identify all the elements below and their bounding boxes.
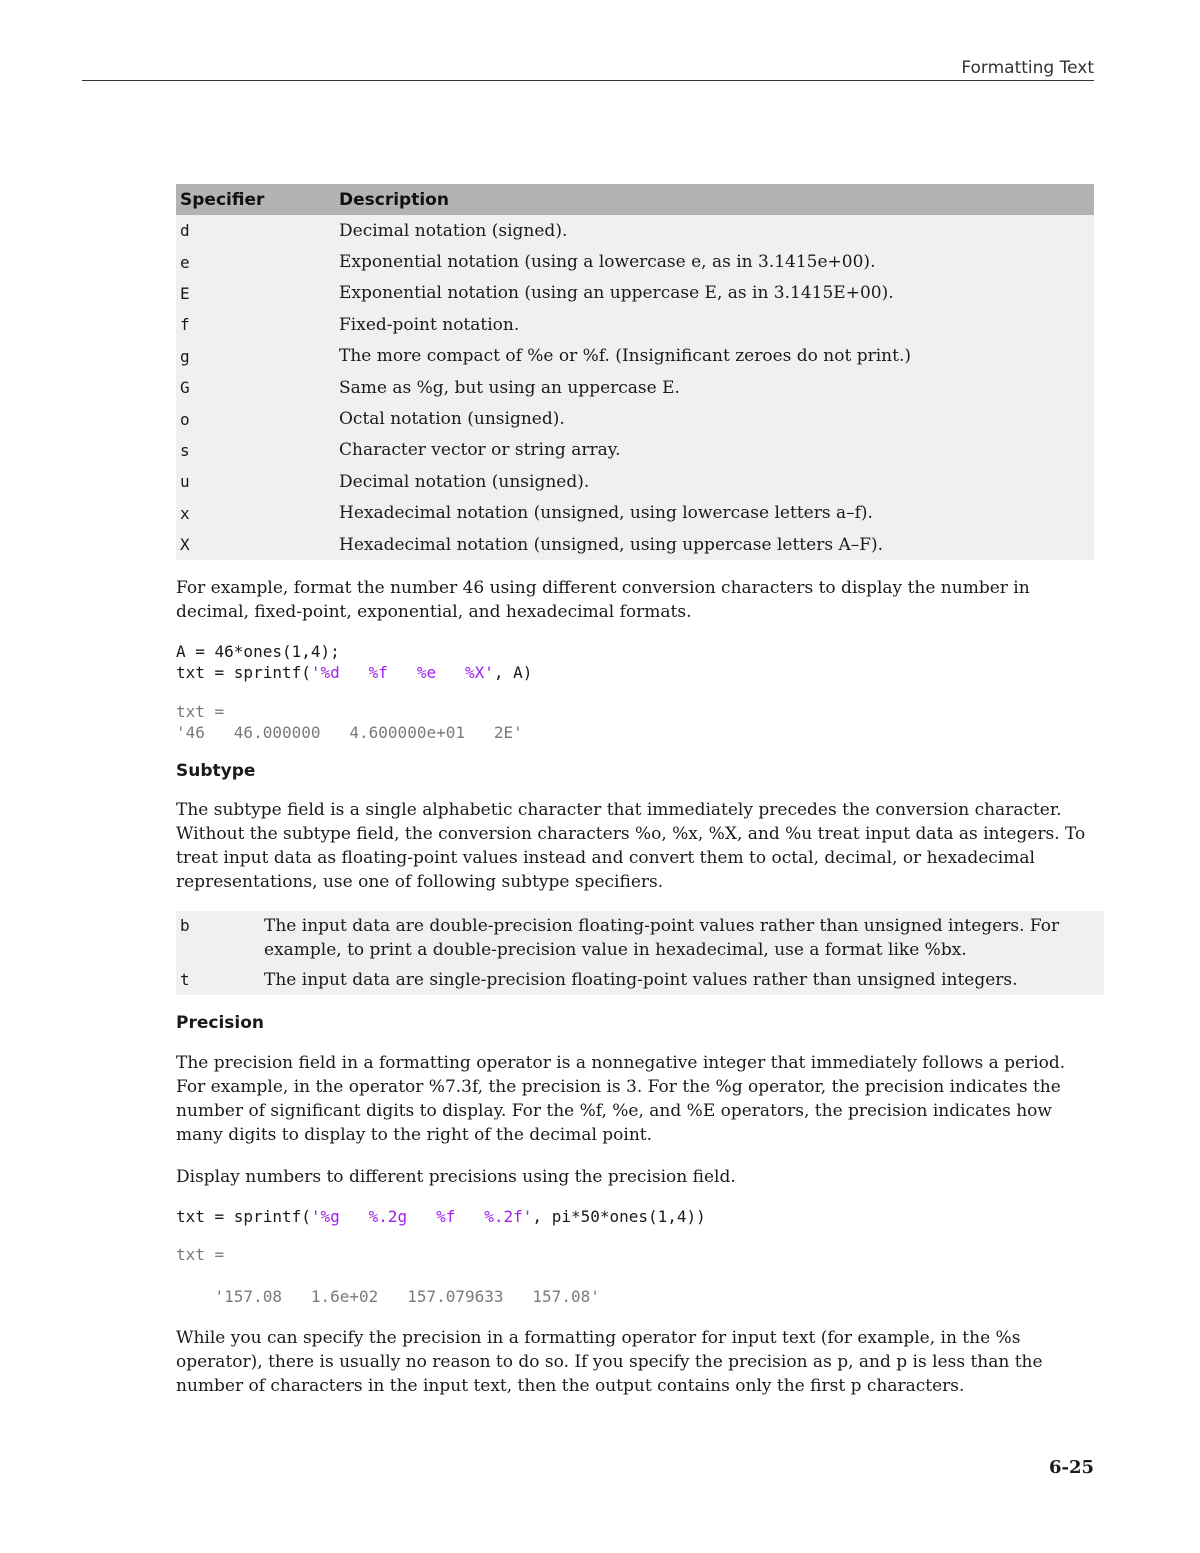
table-row [176,215,1094,246]
precision-paragraph-2: Display numbers to different precisions using the precision field. [176,1167,736,1188]
precision-paragraph-3: While you can specify the precision in a formatting operator for input text (for example, in the %s operator), there is usually no reason to do so. If you specify the precision as p, and p is less than the number of characters in the input text, then the output contains only the first p characters. [176,1328,1043,1397]
code-string-literal: '%g %.2g %f %.2f' [310,1207,533,1227]
code-output-2 [176,1244,1096,1307]
specifier-table [176,184,1094,560]
code-line: A = 46*ones(1,4); [176,642,340,662]
code-example-1 [176,641,1096,683]
table-row [176,911,1104,965]
specifier-cell: E [180,283,190,303]
subtype-description-cell: The input data are double-precision floating-point values rather than unsigned integers. For example, to print a double-precision value in hexadecimal, use a format like %bx. [264,916,1060,961]
specifier-cell: u [180,472,190,492]
code-output-1 [176,701,1096,743]
specifier-cell: x [180,503,190,523]
table-row [176,466,1094,497]
description-cell: Character vector or string array. [339,440,621,461]
subtype-description-cell: The input data are single-precision floating-point values rather than unsigned integers. [264,970,1018,991]
code-line-prefix: txt = sprintf( [176,1207,311,1227]
output-label: txt = [176,702,225,722]
specifier-column-header: Specifier [176,184,335,215]
output-value: '46 46.000000 4.600000e+01 2E' [176,723,523,743]
table-row [176,403,1094,434]
description-cell: Fixed-point notation. [339,314,520,335]
table-row [176,965,1104,995]
code-line-suffix: , A) [493,663,533,683]
specifier-cell: d [180,221,190,241]
specifier-cell: o [180,409,190,429]
description-column-header: Description [335,184,1094,215]
subtype-specifier-cell: t [180,970,190,990]
table-row [176,498,1094,529]
page-content [176,184,1096,1398]
description-cell: Octal notation (unsigned). [339,409,565,430]
specifier-cell: s [180,440,190,460]
output-label: txt = [176,1245,225,1265]
table-row [176,529,1094,560]
output-value: '157.08 1.6e+02 157.079633 157.08' [176,1287,600,1307]
subtype-specifier-cell: b [180,916,190,936]
table-row [176,435,1094,466]
specifier-cell: X [180,535,190,555]
table-row [176,341,1094,372]
subtype-table [176,911,1104,995]
specifier-cell: f [180,315,190,335]
running-header-title: Formatting Text [961,58,1094,78]
table-row [176,372,1094,403]
description-cell: Exponential notation (using an uppercase E, as in 3.1415E+00). [339,283,894,304]
code-string-literal: '%d %f %e %X' [310,663,494,683]
table-row [176,278,1094,309]
description-cell: Hexadecimal notation (unsigned, using lowercase letters a–f). [339,503,873,524]
code-line-suffix: , pi*50*ones(1,4)) [532,1207,706,1227]
description-cell: Same as %g, but using an uppercase E. [339,377,680,398]
table-row [176,246,1094,277]
header-rule [82,80,1094,81]
description-cell: Hexadecimal notation (unsigned, using uppercase letters A–F). [339,534,884,555]
precision-paragraph-1: The precision field in a formatting operator is a nonnegative integer that immediately follows a period. For example, in the operator %7.3f, the precision is 3. For the %g operator, the precision indicates the number of significant digits to display. For the %f, %e, and %E operators, the precision indicates how many digits to display to the right of the decimal point. [176,1053,1066,1146]
specifier-cell: g [180,346,190,366]
code-line-prefix: txt = sprintf( [176,663,311,683]
precision-heading: Precision [176,1013,265,1034]
page-number: 6-25 [1048,1457,1094,1478]
description-cell: Exponential notation (using a lowercase e, as in 3.1415e+00). [339,252,876,273]
subtype-paragraph: The subtype field is a single alphabetic character that immediately precedes the conversion character. Without the subtype field, the conversion characters %o, %x, %X, and %u treat input data as integers. To treat input data as floating-point values instead and convert them to octal, decimal, or hexadecimal representations, use one of following subtype specifiers. [176,800,1086,893]
specifier-table-header-row [176,184,1094,215]
specifier-cell: e [180,252,190,272]
subtype-heading: Subtype [176,761,256,782]
specifier-cell: G [180,378,190,398]
code-example-2 [176,1206,1096,1227]
table-row [176,309,1094,340]
description-cell: Decimal notation (signed). [339,220,568,241]
description-cell: The more compact of %e or %f. (Insignificant zeroes do not print.) [339,346,911,367]
example-intro-paragraph: For example, format the number 46 using different conversion characters to display the number in decimal, fixed-point, exponential, and hexadecimal formats. [176,578,1030,623]
description-cell: Decimal notation (unsigned). [339,471,590,492]
